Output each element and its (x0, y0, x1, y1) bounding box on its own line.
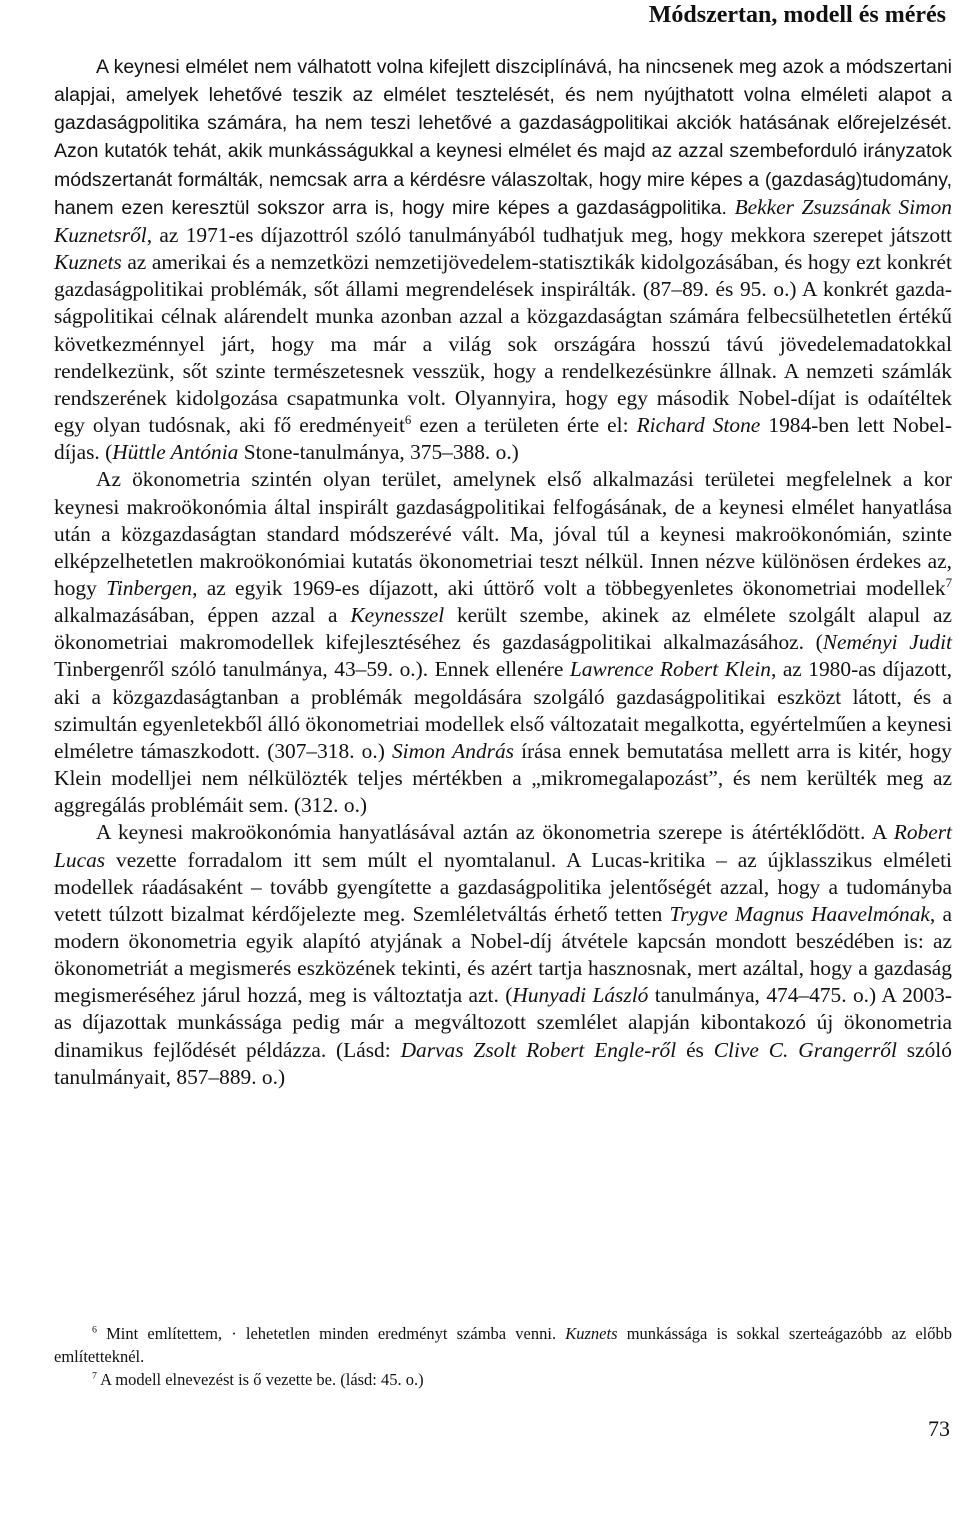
paragraph-1 (54, 53, 952, 466)
paragraph-2 (54, 466, 952, 819)
main-text (54, 53, 952, 1091)
p3-text-2: vezette forradalom itt sem múlt el nyomtalanul. A Lucas-kritika – az újklasszikus elméleti modellek ráadásaként – tovább gyengítette a gazdaságpolitika jelentőségét azzal, hogy a tudományba vetett túlzott bizalmat kérdőjelezte meg. Szemléletváltás érhető tetten (54, 847, 952, 926)
footnote-6-kuznets: Kuznets (565, 1324, 618, 1343)
footnote-6 (54, 1322, 952, 1368)
name-lucas: Robert Lucas (54, 820, 952, 872)
p1-text-5: Stone-tanulmánya, 375–388. o.) (238, 440, 519, 465)
p2-text-6: , az 1980-as díjazott, aki a közgazdaságtanban a problémák megoldására szolgáló gazdaságpolitikai eszközt látott, és a szimultán egyenletekből álló ökonometriai modellek első változatait megalkotta, egyértelműen a keynesi elméletre támaszkodott. (307–318. o.) (54, 657, 952, 763)
name-kuznets: Kuznets (54, 250, 122, 275)
name-klein: Lawrence Robert Klein (569, 657, 771, 682)
p3-text-6: szóló tanulmányait, 857–889. o.) (54, 1037, 952, 1089)
footnote-6-text-a: Mint említettem, · lehetetlen minden eredményt számba venni. (106, 1324, 557, 1343)
p1-sentence-1: A keynesi elmélet nem válhatott volna kifejlett diszciplínává, ha nincsenek meg azok a módszertani alapjai, amelyek lehetővé teszik az elmélet tesztelését, és nem nyújthatott volna elméleti alapot a gazdaságpolitika számára, ha nem teszi lehetővé a gazdaságpolitikai akciók hatásának előrejelzését. (54, 56, 952, 135)
p1-text-4: 1984-ben lett Nobel-díjas. ( (54, 413, 952, 465)
footnote-7-marker: 7 (945, 575, 952, 590)
name-keynes: Keynesszel (350, 603, 445, 628)
author-hunyadi: Hunyadi László (512, 983, 649, 1008)
author-bekker: Bekker Zsuzsának Simon Kuznetsről (54, 194, 952, 247)
name-haavelmo: Trygve Magnus Haavelmónak (669, 901, 930, 926)
page-number: 73 (928, 1416, 950, 1441)
author-nemenyi: Neményi Judit (822, 630, 952, 655)
p2-text-5: Tinbergenről szóló tanulmánya, 43–59. o.). Ennek ellenére (54, 657, 564, 682)
p3-text-3: , a modern ökonometria egyik alapító atyjának a Nobel-díj átvétele kapcsán mondott beszédében is: az ökonometriát a megismerés eszközének tekinti, és azért tartja hasznosnak, mert azáltal, hogy a gazdaság megismeréséhez járul hozzá, meg is változtatja azt. ( (54, 901, 952, 1008)
footnote-6-marker: 6 (404, 412, 412, 427)
footnote-6-number: 6 (92, 1324, 97, 1336)
p1-sentence-2: Azon kutatók tehát, akik munkásságukkal a keynesi elmélet és majd az azzal szembeforduló irányzatok módszertanát formálták, nemcsak arra a kérdésre válaszoltak, hogy mire képes a (gazdaság)tudomány, hanem ezen keresztül sokszor arra is, hogy mire képes a gazdaságpolitika. (54, 140, 952, 219)
footnote-6-text-b: munkássága is sokkal szerteágazóbb az előbb említetteknél. (54, 1324, 953, 1366)
author-huttle: Hüttle Antónia (112, 440, 239, 465)
footnote-7 (54, 1368, 952, 1391)
p2-text-2: , az egyik 1969-es díjazott, aki úttörő volt a többegyenletes ökonometriai modellek (192, 575, 946, 600)
p1-text-2: az amerikai és a nemzetközi nemzetijövedelem-statisztikák kidolgozásában, és hogy ezt konkrét gazdaságpolitikai problémák, sőt állami megrendelések inspirálták. (87–89. és 95. o.) A konkrét gazdaságpolitikai célnak alárendelt munka azonban azzal a közgazdaságtan számára felbecsülhetetlen értékű következménnyel járt, hogy ma már a világ sok országára hosszú távú jövedelemadatokkal rendelkezünk, sőt szinte természetesnek vesszük, hogy a rendelkezésünkre állnak. A nemzeti számlák rendszerének kidolgozása csapatmunka volt. Olyannyira, hogy egy második Nobel-díjat is odaítéltek egy olyan tudósnak, aki fő eredményeit (54, 250, 952, 438)
running-header: Módszertan, modell és mérés (648, 2, 946, 28)
p2-text-3: alkalmazásában, éppen azzal a (54, 603, 338, 628)
name-tinbergen: Tinbergen (106, 575, 193, 600)
p3-text-1: A keynesi makroökonómia hanyatlásával aztán az ökonometria szerepe is átértéklődött. A (96, 820, 887, 845)
p2-text-1: Az ökonometria szintén olyan terület, amelynek első alkalmazási területei megfelelnek a kor keynesi makroökonómia által inspirált gazdaságpolitikai felfogásának, de a keynesi elmélet hanyatlása után a közgazdaságtan standard módszerévé vált. Ma, jóval túl a keynesi makroökonómián, szinte elképzelhetetlen makroökonómiai kutatás ökonometriai teszt nélkül. Innen nézve különösen érdekes az, hogy (54, 467, 952, 600)
p2-text-7: írása ennek bemutatása mellett arra is kitér, hogy Klein modelljei nem nélkülözték teljes mértékben a „mikromegalapozást”, és nem kerülték meg az aggregálás problémáit sem. (312. o.) (54, 738, 952, 818)
p2-text-4: került szembe, akinek az elmélete szolgált alapul az ökonometriai makromodellek kifejlesztéséhez és gazdaságpolitikai alkalmazásához. ( (54, 603, 952, 655)
p1-text-3: ezen a területen érte el: (411, 413, 629, 438)
name-stone: Richard Stone (636, 413, 761, 438)
p1-text-1: , az 1971-es díjazottról szóló tanulmányából tudhatjuk meg, hogy mekkora szerepet játszott (146, 222, 952, 247)
footnotes (54, 1322, 952, 1391)
footnote-7-number: 7 (92, 1370, 97, 1382)
author-darvas: Darvas Zsolt Robert Engle-ről (400, 1037, 677, 1062)
author-simon: Simon András (391, 738, 514, 763)
p3-text-4: tanulmánya, 474–475. o.) A 2003-as díjazottak munkássága pedig már a megváltozott szemlélet alapján kibontakozó új ökonometria dinamikus fejlődését példázza. (Lásd: (54, 983, 952, 1062)
footnote-7-text: A modell elnevezést is ő vezette be. (lásd: 45. o.) (100, 1370, 424, 1389)
name-granger: Clive C. Grangerről (713, 1037, 897, 1062)
paragraph-3 (54, 819, 952, 1091)
p3-text-5: és (686, 1037, 704, 1062)
